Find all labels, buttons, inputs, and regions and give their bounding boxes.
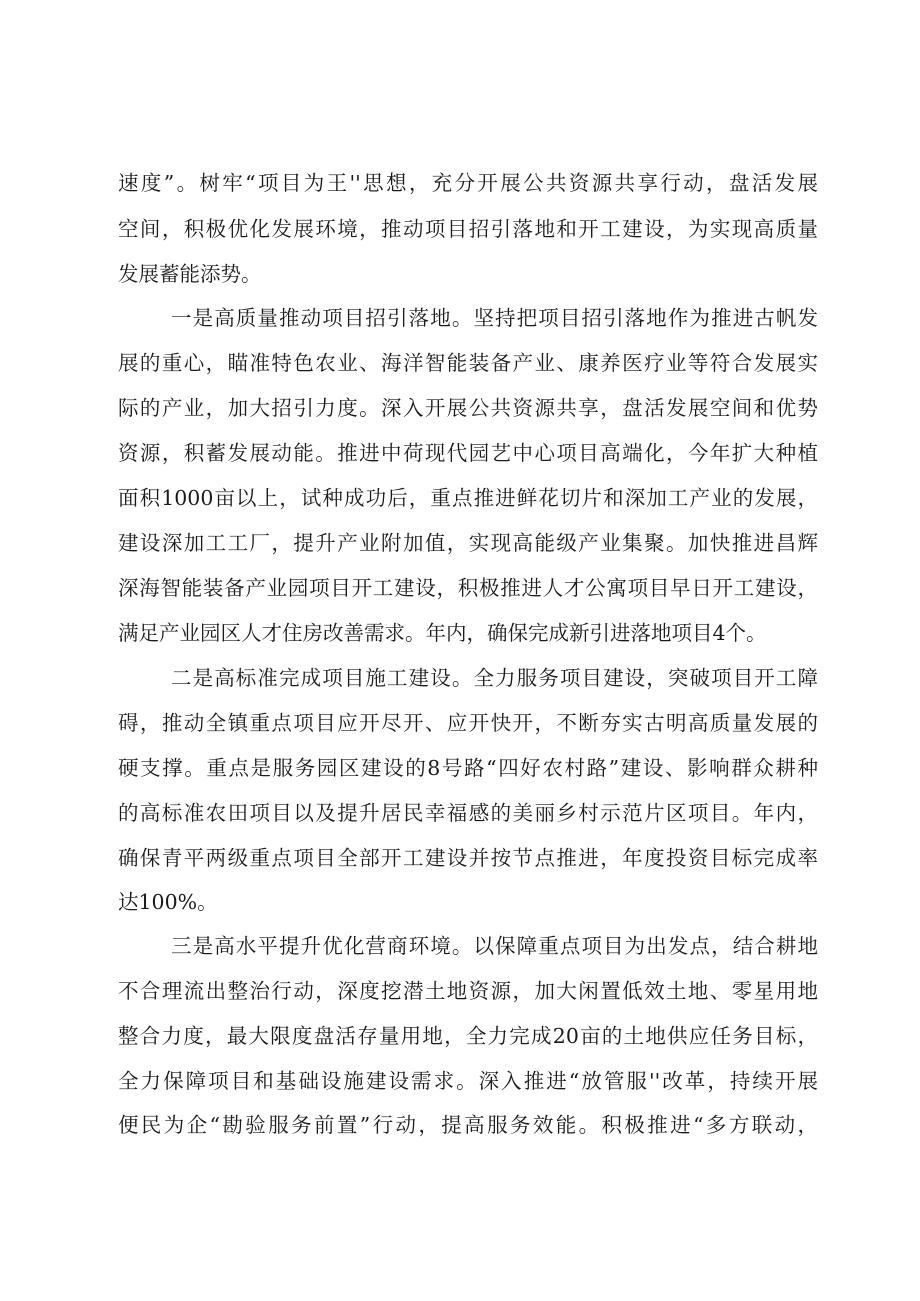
paragraph-first-line: 三是高水平提升优化营商环境。以保障重点项目为出发点，结合耕地 [171, 934, 818, 958]
text-line: 满足产业园区人才住房改善需求。年内，确保完成新引进落地项目4个。 [118, 621, 767, 645]
text-line: 硬支撑。重点是服务园区建设的8号路“四好农村路”建设、影响群众耕种 [118, 756, 818, 780]
text-line: 全力保障项目和基础设施建设需求。深入推进“放管服''改革，持续开展 [118, 1069, 818, 1093]
text-line: 资源，积蓄发展动能。推进中荷现代园艺中心项目高端化，今年扩大种植 [118, 441, 818, 465]
text-line: 空间，积极优化发展环境，推动项目招引落地和开工建设，为实现高质量 [118, 217, 818, 241]
paragraph-first-line: 二是高标准完成项目施工建设。全力服务项目建设，突破项目开工障 [171, 666, 818, 690]
text-line: 建设深加工工厂，提升产业附加值，实现高能级产业集聚。加快推进昌辉 [118, 531, 818, 555]
text-line: 速度”。树牢“项目为王''思想，充分开展公共资源共享行动，盘活发展 [118, 171, 818, 195]
text-line: 的高标准农田项目以及提升居民幸福感的美丽乡村示范片区项目。年内， [118, 801, 818, 825]
paragraph-first-line: 一是高质量推动项目招引落地。坚持把项目招引落地作为推进古帆发 [171, 306, 818, 330]
text-line: 整合力度，最大限度盘活存量用地，全力完成20亩的土地供应任务目标， [118, 1024, 818, 1048]
text-line: 展的重心，瞄准特色农业、海洋智能装备产业、康养医疗业等符合发展实 [118, 351, 818, 375]
text-line: 不合理流出整治行动，深度挖潜土地资源，加大闲置低效土地、零星用地 [118, 979, 818, 1003]
text-line: 碍，推动全镇重点项目应开尽开、应开快开，不断夯实古明高质量发展的 [118, 711, 818, 735]
text-line: 确保青平两级重点项目全部开工建设并按节点推进，年度投资目标完成率 [118, 846, 818, 870]
text-line: 便民为企“勘验服务前置”行动，提高服务效能。积极推进“多方联动， [118, 1113, 818, 1137]
text-line: 发展蓄能添势。 [118, 262, 262, 286]
text-line: 达100%。 [118, 890, 218, 914]
text-line: 深海智能装备产业园项目开工建设，积极推进人才公寓项目早日开工建设， [118, 576, 818, 600]
text-line: 际的产业，加大招引力度。深入开展公共资源共享，盘活发展空间和优势 [118, 396, 818, 420]
text-line: 面积1000亩以上，试种成功后，重点推进鲜花切片和深加工产业的发展， [118, 486, 818, 510]
